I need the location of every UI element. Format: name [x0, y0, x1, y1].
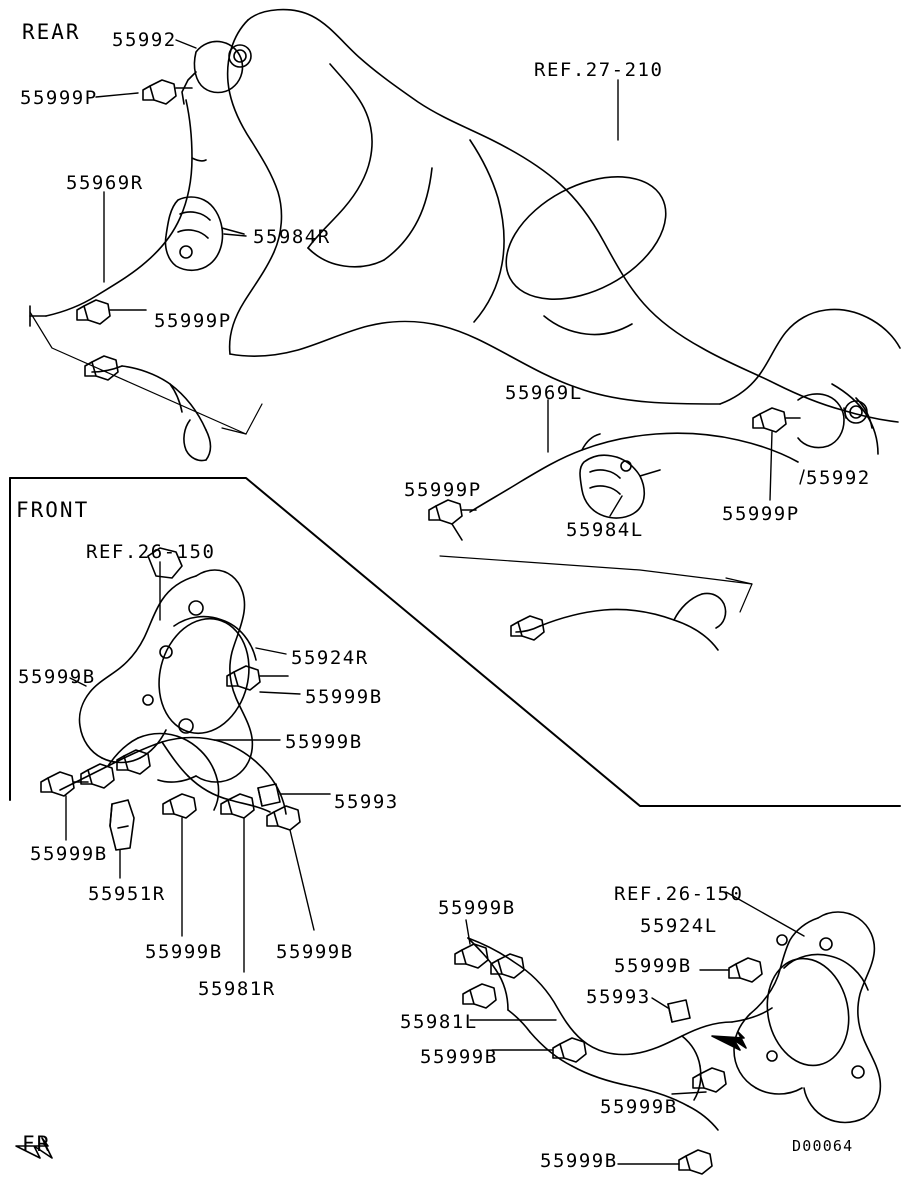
label-55992-right: 55992 [806, 467, 871, 489]
label-ref-26-150-right: REF.26-150 [614, 883, 744, 905]
label-ref-26-150-left: REF.26-150 [86, 541, 216, 563]
label-55999b-f: 55999B [276, 941, 354, 963]
label-55984l: 55984L [566, 519, 644, 541]
label-55999b-h: 55999B [614, 955, 692, 977]
label-55999b-a: 55999B [18, 666, 96, 688]
label-55969r: 55969R [66, 172, 144, 194]
label-55999b-d: 55999B [30, 843, 108, 865]
label-55981r: 55981R [198, 978, 276, 1000]
label-fr-marker: FR [22, 1132, 52, 1156]
label-55999p-mid: 55999P [404, 479, 482, 501]
label-55992-top: 55992 [112, 29, 177, 51]
label-55999b-j: 55999B [600, 1096, 678, 1118]
label-55924l: 55924L [640, 915, 718, 937]
label-55984r: 55984R [253, 226, 331, 248]
label-55999b-g: 55999B [438, 897, 516, 919]
label-55981l: 55981L [400, 1011, 478, 1033]
label-55993-right: 55993 [586, 986, 651, 1008]
label-55999p-right: 55999P [722, 503, 800, 525]
label-55924r: 55924R [291, 647, 369, 669]
label-55999b-c: 55999B [285, 731, 363, 753]
label-55999b-e: 55999B [145, 941, 223, 963]
label-55999p-left: 55999P [154, 310, 232, 332]
label-drawing-number: D00064 [792, 1137, 854, 1155]
label-55999p-top: 55999P [20, 87, 98, 109]
label-55999b-i: 55999B [420, 1046, 498, 1068]
label-55969l: 55969L [505, 382, 583, 404]
label-rear: REAR [22, 20, 81, 44]
label-55951r: 55951R [88, 883, 166, 905]
label-front: FRONT [16, 498, 90, 522]
label-55993-left: 55993 [334, 791, 399, 813]
label-55999b-k: 55999B [540, 1150, 618, 1172]
label-ref-27-210: REF.27-210 [534, 59, 664, 81]
label-55999b-b: 55999B [305, 686, 383, 708]
